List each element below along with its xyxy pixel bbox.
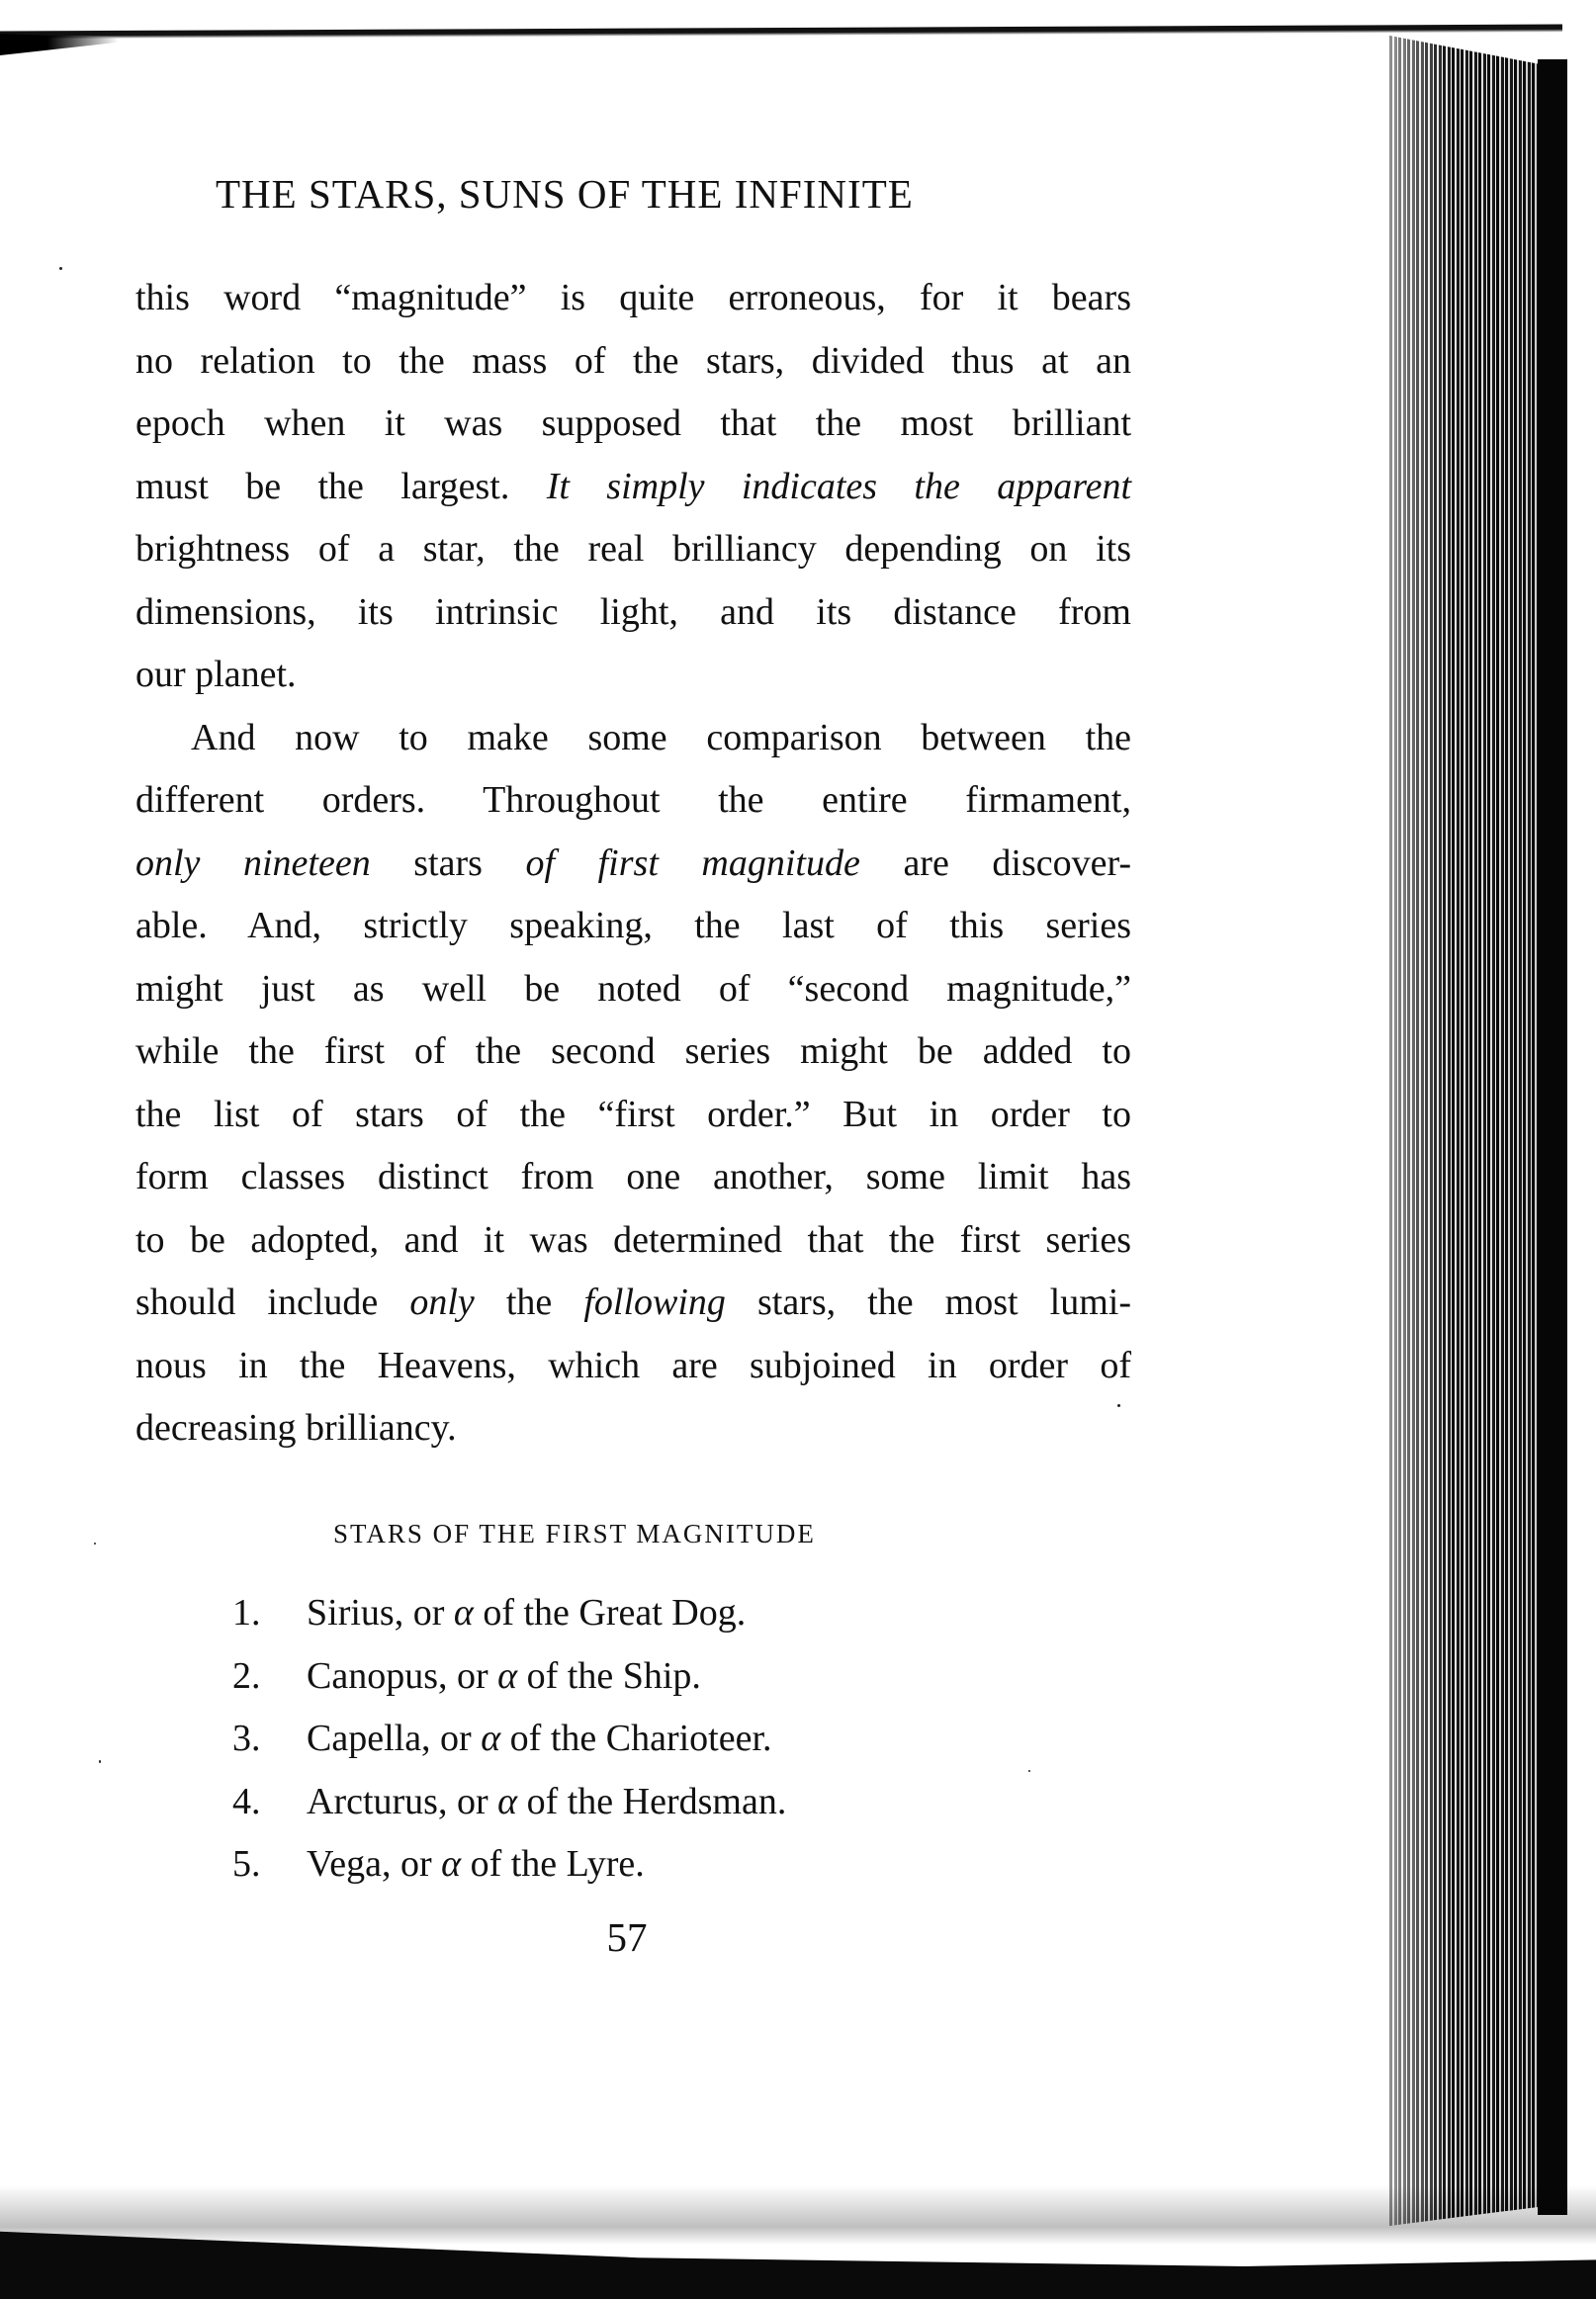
scan-speck bbox=[99, 1760, 101, 1763]
line-text: decreasing brilliancy. bbox=[135, 1407, 457, 1449]
star-number: 4. bbox=[232, 1780, 261, 1822]
star-constellation: of the Great Dog. bbox=[473, 1592, 747, 1634]
scan-speck bbox=[59, 267, 62, 270]
line-text: stars bbox=[370, 841, 526, 884]
line-text: stars, the most lumi- bbox=[725, 1282, 1131, 1323]
scan-edge-bottom-fade bbox=[0, 2185, 1596, 2245]
table-title: STARS OF THE FIRST MAGNITUDE bbox=[333, 1519, 816, 1548]
text-line bbox=[135, 707, 1131, 770]
star-list-item bbox=[232, 1833, 786, 1897]
line-text: might just as well be noted of “second magnitude,” bbox=[135, 967, 1131, 1010]
star-list bbox=[232, 1582, 786, 1897]
italic-text: following bbox=[583, 1282, 726, 1323]
scan-speck bbox=[94, 1543, 96, 1545]
text-line bbox=[135, 330, 1131, 394]
line-text: brightness of a star, the real brilliancy depending on its bbox=[135, 528, 1131, 570]
star-name: Vega, or bbox=[307, 1843, 442, 1885]
star-list-item bbox=[232, 1708, 786, 1771]
line-text: are discover- bbox=[859, 841, 1132, 884]
star-number: 1. bbox=[232, 1592, 261, 1634]
greek-letter: α bbox=[497, 1654, 518, 1697]
greek-letter: α bbox=[481, 1718, 501, 1759]
star-list-item bbox=[232, 1582, 786, 1645]
text-line bbox=[135, 518, 1131, 581]
line-text: dimensions, its intrinsic light, and its distance from bbox=[135, 590, 1131, 633]
text-line bbox=[135, 581, 1131, 645]
line-text: different orders. Throughout the entire firmament, bbox=[135, 779, 1131, 821]
line-text: no relation to the mass of the stars, divided thus at an bbox=[135, 339, 1131, 382]
greek-letter: α bbox=[497, 1780, 518, 1822]
star-constellation: of the Herdsman. bbox=[517, 1780, 787, 1822]
text-line bbox=[135, 1397, 1131, 1460]
italic-text: only nineteen bbox=[135, 841, 371, 884]
star-number: 2. bbox=[232, 1654, 261, 1697]
text-line bbox=[135, 1020, 1131, 1084]
page-number: 57 bbox=[606, 1914, 648, 1960]
text-line bbox=[135, 644, 1131, 707]
star-name: Canopus, or bbox=[307, 1654, 498, 1697]
scan-speck bbox=[1028, 1770, 1030, 1772]
line-text: epoch when it was supposed that the most brilliant bbox=[135, 402, 1131, 444]
star-constellation: of the Lyre. bbox=[461, 1843, 645, 1885]
line-text: to be adopted, and it was determined that the first series bbox=[135, 1218, 1131, 1261]
running-head: THE STARS, SUNS OF THE INFINITE bbox=[216, 171, 914, 217]
italic-text: of first magnitude bbox=[525, 841, 860, 884]
book-edge-dark bbox=[1538, 59, 1567, 2215]
star-constellation: of the Charioteer. bbox=[500, 1718, 772, 1759]
text-line bbox=[135, 393, 1131, 456]
body-text bbox=[135, 267, 1131, 1460]
line-text: the bbox=[474, 1282, 584, 1323]
star-list-item bbox=[232, 1645, 786, 1709]
text-line bbox=[135, 1272, 1131, 1335]
line-text: our planet. bbox=[135, 654, 297, 695]
page-stack-shade bbox=[1389, 36, 1562, 2226]
text-line bbox=[135, 769, 1131, 833]
text-line bbox=[135, 1084, 1131, 1147]
greek-letter: α bbox=[453, 1592, 474, 1634]
star-number: 5. bbox=[232, 1843, 261, 1885]
star-list-item bbox=[232, 1771, 786, 1834]
line-text: able. And, strictly speaking, the last of this series bbox=[135, 905, 1131, 946]
line-text: this word “magnitude” is quite erroneous, for it bears bbox=[135, 277, 1131, 318]
text-line bbox=[135, 1209, 1131, 1273]
greek-letter: α bbox=[441, 1843, 462, 1885]
text-line bbox=[135, 958, 1131, 1021]
star-name: Capella, or bbox=[307, 1718, 482, 1759]
scan-edge-top bbox=[0, 25, 1562, 40]
line-text: nous in the Heavens, which are subjoined in order of bbox=[135, 1344, 1131, 1386]
line-text: must be the largest. bbox=[135, 465, 547, 507]
line-text: while the first of the second series might be added to bbox=[135, 1030, 1131, 1072]
italic-text: only bbox=[409, 1282, 475, 1323]
italic-text: It simply indicates the apparent bbox=[546, 465, 1132, 507]
text-line bbox=[135, 895, 1131, 958]
star-name: Arcturus, or bbox=[307, 1780, 498, 1822]
text-line bbox=[135, 267, 1131, 330]
text-line bbox=[135, 1335, 1131, 1398]
star-constellation: of the Ship. bbox=[517, 1654, 701, 1697]
text-line bbox=[135, 456, 1131, 519]
line-text: should include bbox=[135, 1282, 410, 1323]
text-line bbox=[135, 833, 1131, 896]
text-line bbox=[135, 1146, 1131, 1209]
line-text: the list of stars of the “first order.” But in order to bbox=[135, 1093, 1131, 1135]
star-name: Sirius, or bbox=[307, 1592, 454, 1634]
line-text: And now to make some comparison between the bbox=[191, 716, 1131, 758]
line-text: form classes distinct from one another, some limit has bbox=[135, 1156, 1131, 1197]
star-number: 3. bbox=[232, 1718, 261, 1759]
